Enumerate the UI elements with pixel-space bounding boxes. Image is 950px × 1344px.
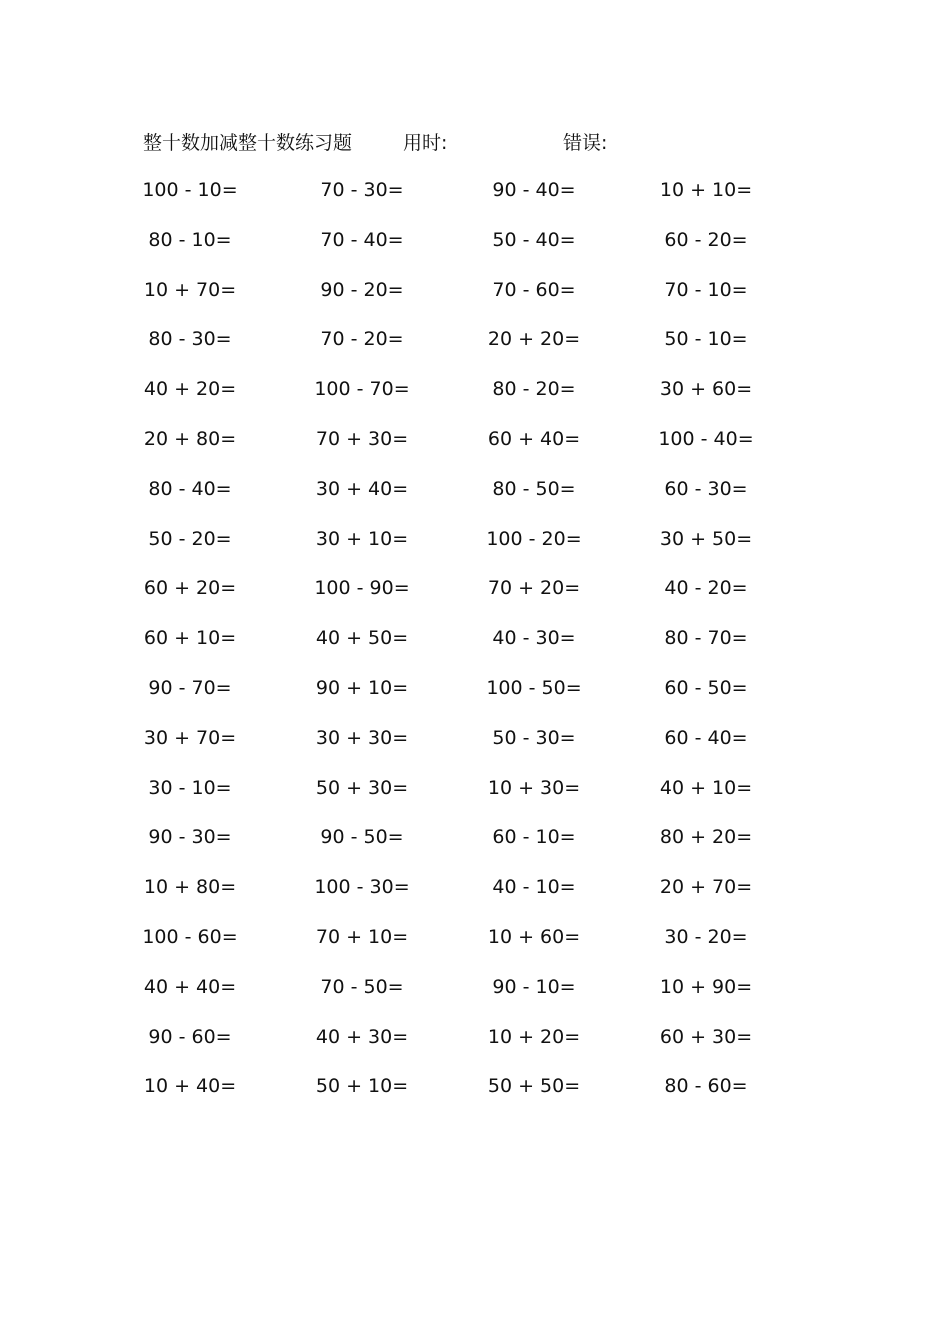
problem-row bbox=[0, 624, 950, 674]
problem: 30 - 20= bbox=[664, 925, 748, 948]
problem: 100 - 40= bbox=[658, 427, 754, 450]
problem-row bbox=[0, 923, 950, 973]
problem: 10 + 30= bbox=[487, 776, 581, 799]
problem: 70 + 20= bbox=[487, 577, 581, 600]
problem: 40 + 50= bbox=[315, 627, 409, 650]
problem: 40 + 30= bbox=[315, 1025, 409, 1048]
problem: 30 + 50= bbox=[659, 527, 753, 550]
problem-row bbox=[0, 226, 950, 276]
problem: 60 - 40= bbox=[664, 726, 748, 749]
problem-row bbox=[0, 375, 950, 425]
problem: 70 - 20= bbox=[320, 328, 404, 351]
problem: 80 - 70= bbox=[664, 627, 748, 650]
problem: 30 + 40= bbox=[315, 477, 409, 500]
problem: 20 + 80= bbox=[143, 427, 237, 450]
worksheet-title: 整十数加减整十数练习题 bbox=[143, 132, 353, 154]
problem: 60 - 10= bbox=[492, 826, 576, 849]
problem: 90 - 30= bbox=[148, 826, 232, 849]
problem: 10 + 80= bbox=[143, 876, 237, 899]
problem: 80 - 40= bbox=[148, 477, 232, 500]
problem-row bbox=[0, 176, 950, 226]
problem: 80 - 10= bbox=[148, 228, 232, 251]
problem: 20 + 20= bbox=[487, 328, 581, 351]
problem: 50 + 30= bbox=[315, 776, 409, 799]
problem-row bbox=[0, 724, 950, 774]
problem: 100 - 50= bbox=[486, 676, 582, 699]
problem: 40 - 30= bbox=[492, 627, 576, 650]
problem: 100 - 60= bbox=[142, 925, 238, 948]
problem: 70 - 40= bbox=[320, 228, 404, 251]
problem: 90 - 50= bbox=[320, 826, 404, 849]
problem: 70 + 10= bbox=[315, 925, 409, 948]
problem: 60 - 50= bbox=[664, 676, 748, 699]
problem: 40 + 40= bbox=[143, 975, 237, 998]
problem: 30 + 70= bbox=[143, 726, 237, 749]
problem: 100 - 30= bbox=[314, 876, 410, 899]
problem: 100 - 70= bbox=[314, 378, 410, 401]
problem: 100 - 20= bbox=[486, 527, 582, 550]
problem: 80 + 20= bbox=[659, 826, 753, 849]
problem: 10 + 90= bbox=[659, 975, 753, 998]
problem: 60 + 10= bbox=[143, 627, 237, 650]
problem: 10 + 60= bbox=[487, 925, 581, 948]
worksheet-header bbox=[143, 128, 763, 158]
problem: 80 - 20= bbox=[492, 378, 576, 401]
problem: 90 + 10= bbox=[315, 676, 409, 699]
problem: 20 + 70= bbox=[659, 876, 753, 899]
problem: 30 - 10= bbox=[148, 776, 232, 799]
problem: 10 + 20= bbox=[487, 1025, 581, 1048]
problem: 10 + 10= bbox=[659, 179, 753, 201]
problem: 50 + 10= bbox=[315, 1075, 409, 1098]
problem: 30 + 60= bbox=[659, 378, 753, 401]
problem: 60 + 30= bbox=[659, 1025, 753, 1048]
problem-row bbox=[0, 1023, 950, 1073]
problem: 40 - 10= bbox=[492, 876, 576, 899]
problem: 50 - 30= bbox=[492, 726, 576, 749]
problem: 100 - 10= bbox=[142, 179, 238, 201]
problem-row bbox=[0, 1072, 950, 1122]
problem-row bbox=[0, 823, 950, 873]
problem: 90 - 20= bbox=[320, 278, 404, 301]
problem: 50 - 40= bbox=[492, 228, 576, 251]
problem: 90 - 10= bbox=[492, 975, 576, 998]
problem-row bbox=[0, 276, 950, 326]
problem-row bbox=[0, 425, 950, 475]
problem-row bbox=[0, 774, 950, 824]
problem: 60 + 40= bbox=[487, 427, 581, 450]
problem: 70 - 60= bbox=[492, 278, 576, 301]
problem: 40 + 10= bbox=[659, 776, 753, 799]
problem-row bbox=[0, 325, 950, 375]
problem: 100 - 90= bbox=[314, 577, 410, 600]
problem-row bbox=[0, 574, 950, 624]
problem: 50 + 50= bbox=[487, 1075, 581, 1098]
problem: 70 + 30= bbox=[315, 427, 409, 450]
problem: 70 - 30= bbox=[320, 179, 404, 201]
problem-row bbox=[0, 475, 950, 525]
problem-row bbox=[0, 525, 950, 575]
problem: 60 - 20= bbox=[664, 228, 748, 251]
problem: 50 - 10= bbox=[664, 328, 748, 351]
problem: 90 - 40= bbox=[492, 179, 576, 201]
problem: 80 - 30= bbox=[148, 328, 232, 351]
problem-row bbox=[0, 973, 950, 1023]
problem: 70 - 10= bbox=[664, 278, 748, 301]
problem: 30 + 10= bbox=[315, 527, 409, 550]
problem: 10 + 40= bbox=[143, 1075, 237, 1098]
problem: 80 - 50= bbox=[492, 477, 576, 500]
problem-grid bbox=[0, 176, 950, 1122]
problem: 40 + 20= bbox=[143, 378, 237, 401]
problem: 40 - 20= bbox=[664, 577, 748, 600]
problem: 60 - 30= bbox=[664, 477, 748, 500]
error-count-label: 错误: bbox=[563, 132, 608, 154]
problem: 30 + 30= bbox=[315, 726, 409, 749]
problem: 90 - 60= bbox=[148, 1025, 232, 1048]
problem-row bbox=[0, 873, 950, 923]
problem: 80 - 60= bbox=[664, 1075, 748, 1098]
problem: 10 + 70= bbox=[143, 278, 237, 301]
problem: 50 - 20= bbox=[148, 527, 232, 550]
problem: 70 - 50= bbox=[320, 975, 404, 998]
problem: 90 - 70= bbox=[148, 676, 232, 699]
problem-row bbox=[0, 674, 950, 724]
problem: 60 + 20= bbox=[143, 577, 237, 600]
time-used-label: 用时: bbox=[403, 132, 448, 154]
